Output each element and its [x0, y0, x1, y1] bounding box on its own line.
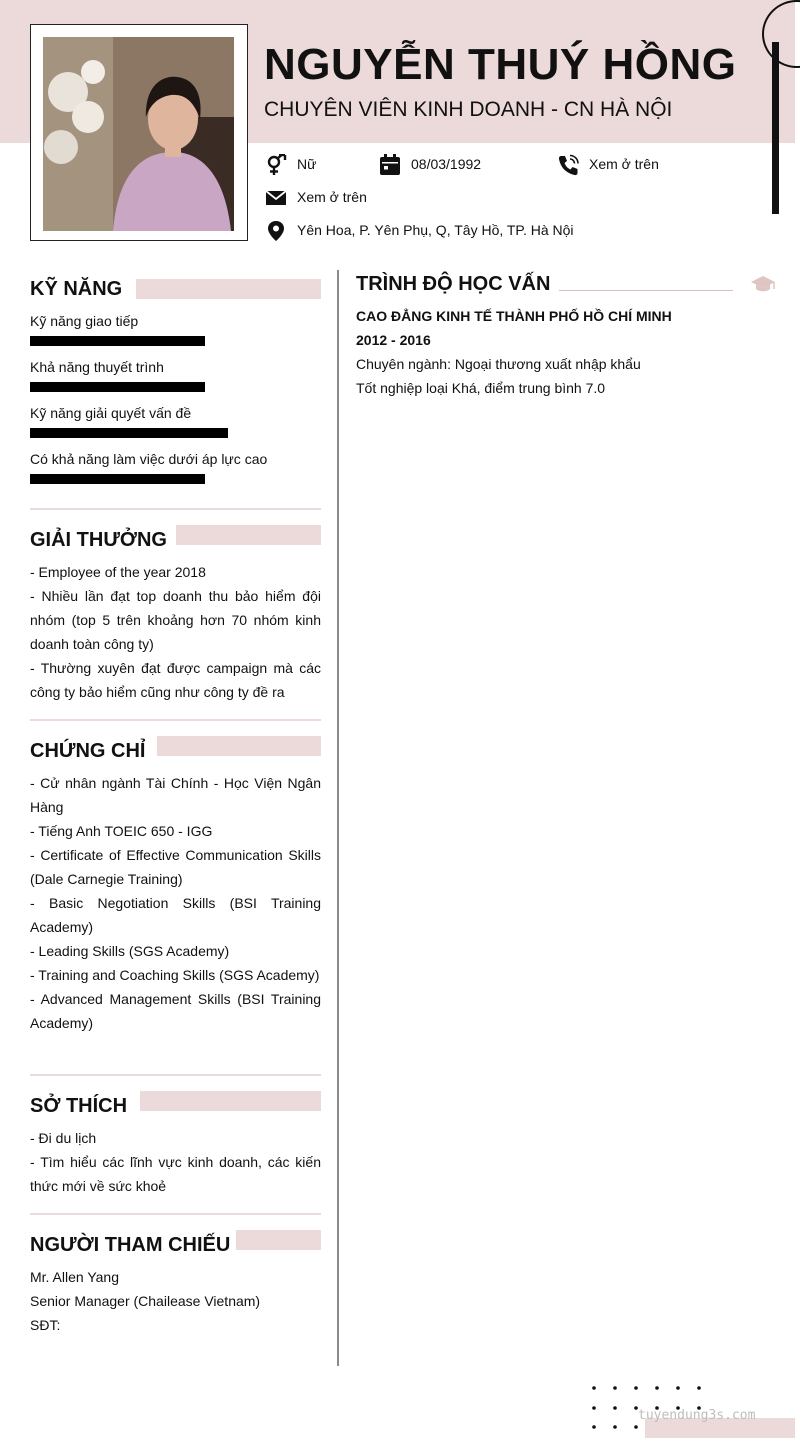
job-title: CHUYÊN VIÊN KINH DOANH - CN HÀ NỘI: [264, 98, 673, 121]
certificates-title: CHỨNG CHỈ: [30, 740, 146, 762]
phone-text: Xem ở trên: [589, 156, 659, 172]
references-list: [30, 1265, 321, 1337]
calendar-icon: [379, 154, 401, 176]
awards-list: [30, 560, 321, 704]
education-school: CAO ĐẲNG KINH TẾ THÀNH PHỐ HỒ CHÍ MINH: [356, 308, 672, 324]
certificate-item: - Basic Negotiation Skills (BSI Training Academy): [30, 895, 321, 935]
certificate-item: - Tiếng Anh TOEIC 650 - IGG: [30, 823, 213, 839]
certificate-item: - Cử nhân ngành Tài Chính - Học Viện Ngân Hàng: [30, 775, 321, 815]
certificate-item: - Certificate of Effective Communication Skills (Dale Carnegie Training): [30, 847, 321, 887]
gender-text: Nữ: [297, 156, 317, 172]
address-text: Yên Hoa, P. Yên Phụ, Q, Tây Hồ, TP. Hà Nội: [297, 222, 574, 238]
section-divider: [30, 1074, 321, 1076]
skills-title-bar: [136, 279, 321, 299]
map-pin-icon: [265, 220, 287, 242]
reference-line: SĐT:: [30, 1317, 61, 1333]
section-divider: [30, 508, 321, 510]
decorative-vertical-bar: [772, 42, 779, 214]
skill-label: Kỹ năng giao tiếp: [30, 313, 139, 329]
references-title: NGƯỜI THAM CHIẾU: [30, 1234, 231, 1256]
education-result: Tốt nghiệp loại Khá, điểm trung bình 7.0: [356, 380, 606, 396]
column-divider: [337, 270, 339, 1366]
education-major: Chuyên ngành: Ngoại thương xuất nhập khẩu: [356, 356, 641, 372]
skill-level-bar: [30, 474, 205, 484]
awards-title: GIẢI THƯỞNG: [30, 529, 167, 551]
skill-level-bar: [30, 382, 205, 392]
certificates-title-bar: [157, 736, 321, 756]
hobby-item: - Đi du lịch: [30, 1130, 97, 1146]
candidate-name: NGUYỄN THUÝ HỒNG: [264, 40, 737, 89]
reference-line: Senior Manager (Chailease Vietnam): [30, 1293, 261, 1309]
section-divider: [30, 719, 321, 721]
education-period: 2012 - 2016: [356, 332, 431, 348]
references-title-bar: [236, 1230, 321, 1250]
section-divider: [30, 1213, 321, 1215]
graduation-cap-icon: [750, 274, 776, 294]
skill-label: Có khả năng làm việc dưới áp lực cao: [30, 451, 268, 467]
hobbies-list: [30, 1126, 321, 1198]
skill-level-bar: [30, 428, 228, 438]
hobby-item: - Tìm hiểu các lĩnh vực kinh doanh, các kiến thức mới về sức khoẻ: [30, 1154, 321, 1194]
reference-line: Mr. Allen Yang: [30, 1269, 119, 1285]
education-title: TRÌNH ĐỘ HỌC VẤN: [356, 273, 551, 295]
profile-photo-illustration: [43, 37, 234, 231]
award-item: - Nhiều lần đạt top doanh thu bảo hiểm đội nhóm (top 5 trên khoảng hơn 70 nhóm kinh doanh toàn công ty): [30, 588, 321, 652]
profile-photo: [43, 37, 234, 231]
certificate-item: - Leading Skills (SGS Academy): [30, 943, 230, 959]
education-title-line: [559, 290, 733, 291]
award-item: - Employee of the year 2018: [30, 564, 206, 580]
skill-level-bar: [30, 336, 205, 346]
certificate-item: - Advanced Management Skills (BSI Training Academy): [30, 991, 321, 1031]
hobbies-title: SỞ THÍCH: [30, 1095, 128, 1117]
hobbies-title-bar: [140, 1091, 321, 1111]
skills-title: KỸ NĂNG: [30, 278, 123, 300]
gender-icon: [265, 154, 287, 176]
envelope-icon: [265, 187, 287, 209]
email-text: Xem ở trên: [297, 189, 367, 205]
watermark: tuyendung3s.com: [638, 1408, 756, 1423]
skill-label: Khả năng thuyết trình: [30, 359, 164, 375]
awards-title-bar: [176, 525, 321, 545]
award-item: - Thường xuyên đạt được campaign mà các công ty bảo hiểm cũng như công ty đề ra: [30, 660, 321, 700]
birthdate-text: 08/03/1992: [411, 156, 482, 172]
profile-photo-frame: [30, 24, 248, 241]
skill-label: Kỹ năng giải quyết vấn đề: [30, 405, 192, 421]
certificates-list: [30, 771, 321, 1035]
phone-icon: [557, 154, 579, 176]
certificate-item: - Training and Coaching Skills (SGS Academy): [30, 967, 320, 983]
